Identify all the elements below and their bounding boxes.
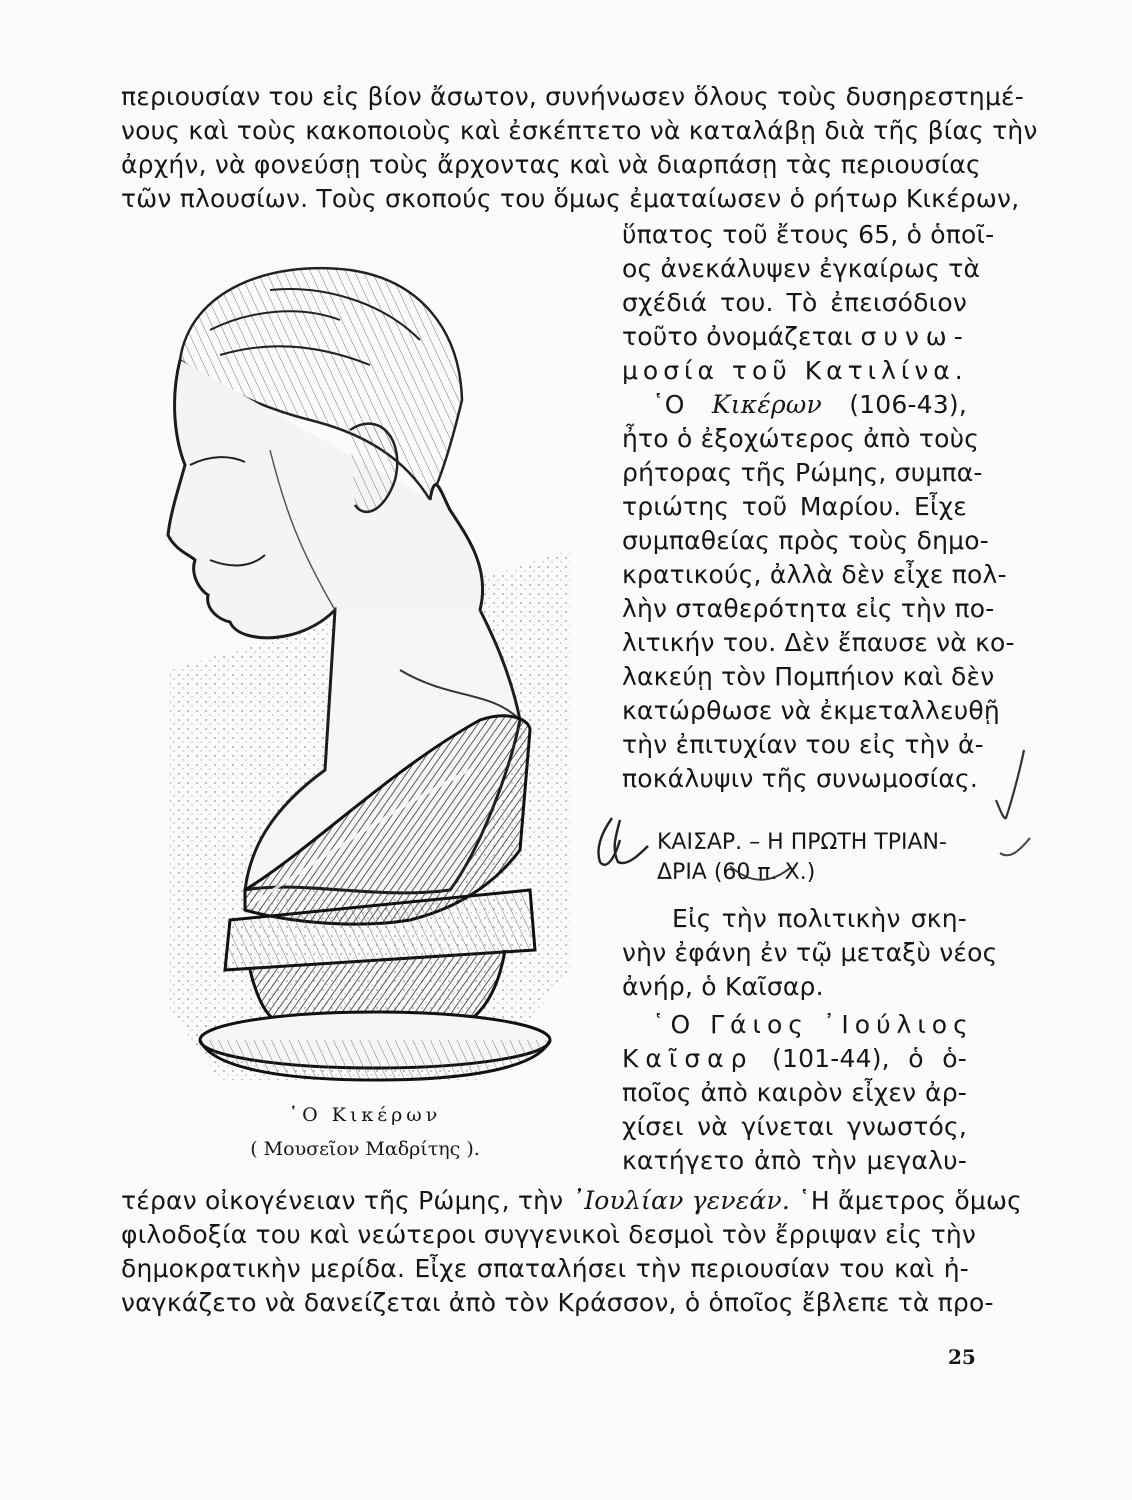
text-line: ποκάλυψιν τῆς συνωμοσίας. — [622, 764, 979, 793]
text-line — [652, 390, 967, 420]
text-line: λὴν σταθερότητα εἰς τὴν πο- — [622, 594, 995, 623]
cicero-bust-illustration — [150, 250, 570, 1090]
caption-title: ῾Ο Κικέρων — [288, 1104, 442, 1126]
text-line: χίσει νὰ γίνεται γνωστός, — [622, 1112, 967, 1141]
page-number: 25 — [948, 1345, 976, 1369]
text-line: λιτικήν του. Δὲν ἔπαυσε νὰ κο- — [622, 628, 1015, 657]
term-spaced-line: μοσία τοῦ Κατιλίνα. — [622, 356, 968, 385]
text-line: νους καὶ τοὺς κακοποιοὺς καὶ ἐσκέπτετο νὰ καταλάβῃ διὰ τῆς βίας τὴν — [121, 116, 1038, 145]
pencil-mark — [615, 820, 648, 863]
text-line: ἦτο ὁ ἐξοχώτερος ἀπὸ τοὺς — [622, 424, 980, 453]
text-line: ποῖος ἀπὸ καιρὸν εἶχεν ἀρ- — [622, 1078, 967, 1107]
section-heading-line: ΚΑΙΣΑΡ. – Η ΠΡΩΤΗ ΤΡΙΑΝ- — [657, 830, 947, 855]
text-line: νὴν ἐφάνη ἐν τῷ μεταξὺ νέος — [622, 938, 998, 967]
text-line: κατώρθωσε νὰ ἐκμεταλλευθῇ — [622, 696, 1000, 725]
text-line: τριώτης τοῦ Μαρίου. Εἶχε — [622, 492, 967, 521]
text-line: κατήγετο ἀπὸ τὴν μεγαλυ- — [622, 1146, 967, 1175]
text-line — [622, 322, 970, 352]
text-line: ρήτορας τῆς Ρώμης, συμπα- — [622, 458, 983, 487]
text-line: λακεύῃ τὸν Πομπήιον καὶ δὲν — [622, 662, 995, 691]
text-line: ἀνήρ, ὁ Καῖσαρ. — [622, 972, 824, 1001]
text-line — [121, 1186, 1022, 1216]
section-heading-line: ΔΡΙΑ (60 π. Χ.) — [657, 860, 816, 885]
pencil-mark — [599, 818, 621, 865]
text-line: ναγκάζετο νὰ δανείζεται ἀπὸ τὸν Κράσσον, ὁ ὁποῖος ἔβλεπε τὰ προ- — [121, 1288, 994, 1317]
text-line: περιουσίαν του εἰς βίον ἄσωτον, συνήνωσεν ὅλους τοὺς δυσηρεστημέ- — [121, 82, 1024, 111]
text-line: φιλοδοξία του καὶ νεώτεροι συγγενικοὶ δεσμοὶ τὸν ἔρριψαν εἰς τὴν — [121, 1220, 977, 1249]
text-line: τῶν πλουσίων. Τοὺς σκοπούς του ὅμως ἐματαίωσεν ὁ ρήτωρ Κικέρων, — [121, 184, 1020, 213]
checkmark-icon — [996, 750, 1024, 818]
text-line: δημοκρατικὴν μερίδα. Εἶχε σπαταλήσει τὴν περιουσίαν του καὶ ἠ- — [121, 1254, 969, 1283]
text-line: συμπαθείας πρὸς τοὺς δημο- — [622, 526, 989, 555]
text-segment: (106-43), — [849, 390, 967, 419]
cicero-name: Κικέρων — [711, 390, 822, 419]
text-line: κρατικούς, ἀλλὰ δὲν εἶχε πολ- — [622, 560, 1007, 589]
text-segment: ῾Ο — [652, 390, 685, 419]
text-segment: ῾Η ἄμετρος ὅμως — [798, 1186, 1022, 1215]
caesar-name-line: ῾Ο Γάιος ᾽Ιούλιος — [652, 1010, 974, 1039]
text-segment: (101-44), ὁ ὁ- — [772, 1044, 967, 1073]
text-line — [622, 1044, 967, 1074]
text-line: ος ἀνεκάλυψεν ἐγκαίρως τὰ — [622, 254, 981, 283]
text-line: Εἰς τὴν πολιτικὴν σκη- — [672, 904, 967, 933]
text-segment: τέραν οἰκογένειαν τῆς Ρώμης, τὴν — [121, 1186, 564, 1215]
text-line: τὴν ἐπιτυχίαν του εἰς τὴν ἀ- — [622, 730, 984, 759]
text-line: σχέδιά του. Τὸ ἐπεισόδιον — [622, 288, 967, 317]
text-segment: τοῦτο ὀνομάζεται — [622, 322, 853, 351]
text-line: ὕπατος τοῦ ἔτους 65, ὁ ὁποῖ- — [622, 220, 995, 249]
checkmark-icon — [1000, 838, 1030, 855]
section-heading — [657, 828, 967, 888]
caption-source: ( Μουσεῖον Μαδρίτης ). — [250, 1138, 480, 1160]
term-spaced: συνω- — [860, 322, 970, 351]
term-spaced: Καῖσαρ — [622, 1044, 754, 1073]
text-line: ἀρχήν, νὰ φονεύσῃ τοὺς ἄρχοντας καὶ νὰ διαρπάσῃ τὰς περιουσίας — [121, 150, 981, 179]
italic-term: ᾽Ιουλίαν γενεάν. — [571, 1186, 791, 1215]
